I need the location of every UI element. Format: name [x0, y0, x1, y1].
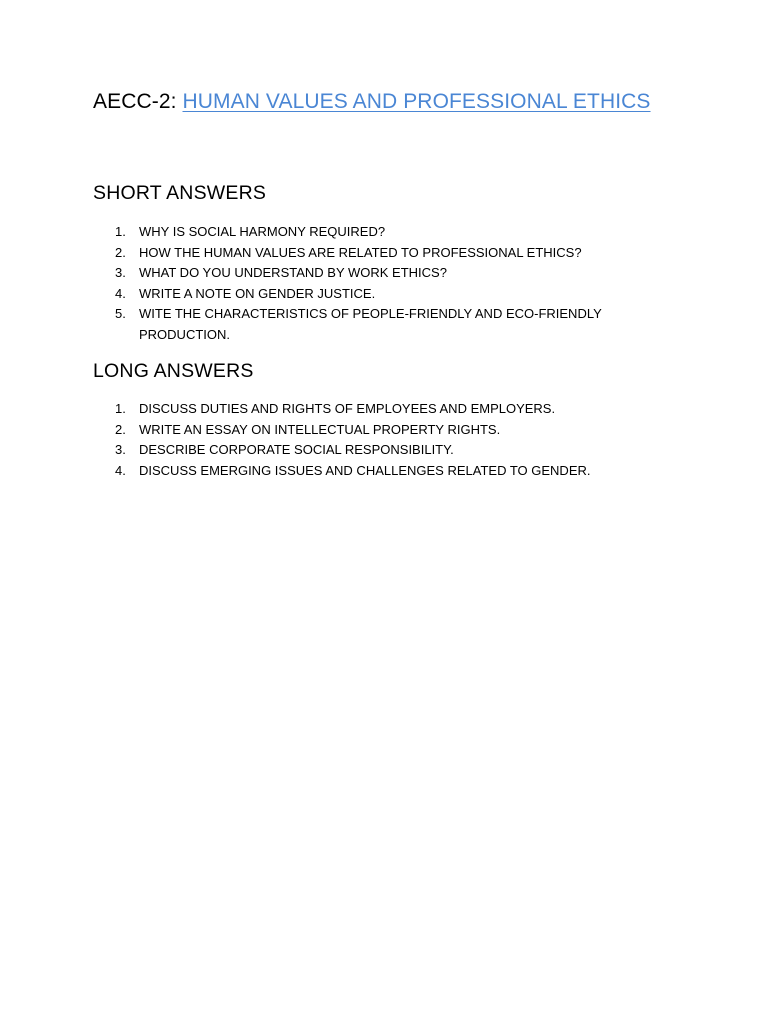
item-number: 1.	[115, 401, 126, 416]
course-code: AECC-2:	[93, 90, 183, 113]
item-number: 3.	[115, 442, 126, 458]
item-number: 4.	[115, 462, 126, 478]
list-item	[0, 461, 768, 482]
document-title	[93, 88, 651, 116]
item-number: 5.	[115, 306, 126, 322]
list-item	[0, 420, 768, 441]
question-text: DISCUSS EMERGING ISSUES AND CHALLENGES RELATED TO GENDER.	[139, 462, 591, 478]
long-answers-heading: LONG ANSWERS	[93, 360, 254, 382]
list-item	[0, 284, 768, 305]
question-text: DISCUSS DUTIES AND RIGHTS OF EMPLOYEES AND EMPLOYERS.	[139, 401, 556, 416]
list-item	[0, 243, 768, 264]
question-text: WHY IS SOCIAL HARMONY REQUIRED?	[139, 224, 386, 239]
list-item	[0, 263, 768, 284]
list-item	[0, 304, 768, 345]
course-title-link[interactable]: HUMAN VALUES AND PROFESSIONAL ETHICS	[182, 90, 651, 113]
question-text: WHAT DO YOU UNDERSTAND BY WORK ETHICS?	[139, 265, 447, 281]
short-answers-list	[0, 222, 768, 346]
long-answers-list	[0, 399, 768, 481]
item-number: 3.	[115, 265, 126, 281]
question-text: WRITE AN ESSAY ON INTELLECTUAL PROPERTY RIGHTS.	[139, 421, 501, 437]
list-item	[0, 440, 768, 461]
item-number: 4.	[115, 285, 126, 301]
item-number: 2.	[115, 244, 126, 260]
question-text: WRITE A NOTE ON GENDER JUSTICE.	[139, 285, 376, 301]
short-answers-heading: SHORT ANSWERS	[93, 182, 267, 204]
question-text: HOW THE HUMAN VALUES ARE RELATED TO PROFESSIONAL ETHICS?	[139, 244, 582, 260]
question-text: DESCRIBE CORPORATE SOCIAL RESPONSIBILITY.	[139, 442, 454, 458]
item-number: 2.	[115, 421, 126, 437]
list-item	[0, 399, 768, 420]
item-number: 1.	[115, 224, 126, 239]
question-text: WITE THE CHARACTERISTICS OF PEOPLE-FRIENDLY AND ECO-FRIENDLY PRODUCTION.	[139, 306, 602, 342]
list-item	[0, 222, 768, 243]
